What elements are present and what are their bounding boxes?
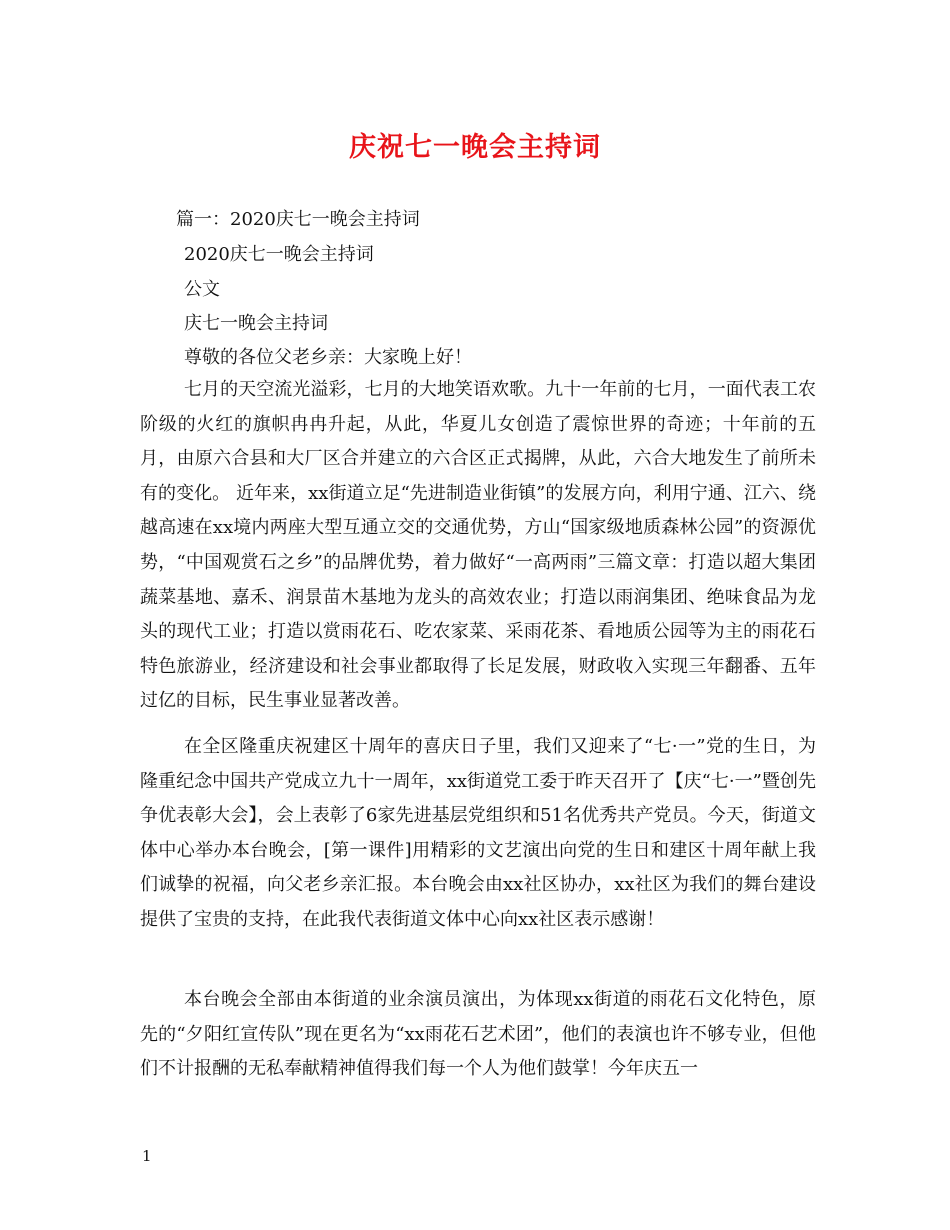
section-heading: 篇一：2020庆七一晚会主持词 (176, 209, 420, 230)
greeting-line: 尊敬的各位父老乡亲：大家晚上好！ (184, 347, 472, 368)
body-paragraph: 本台晚会全部由本街道的业余演员演出，为体现xx街道的雨花石文化特色，原先的“夕阳红宣传队”现在更名为“xx雨花石艺术团”，他们的表演也许不够专业，但他们不计报酬的无私奉献精神值得我们每一个人为他们鼓掌！今年庆五一 (140, 989, 816, 1080)
subtitle-line: 2020庆七一晚会主持词 (184, 244, 374, 265)
document-title: 庆祝七一晚会主持词 (349, 132, 601, 163)
body-paragraph: 七月的天空流光溢彩，七月的大地笑语欢歌。九十一年前的七月，一面代表工农阶级的火红的旗帜冉冉升起，从此，华夏儿女创造了震惊世界的奇迹；十年前的五月，由原六合县和大厂区合并建立的六合区正式揭牌，从此，六合大地发生了前所未有的变化。 近年来，xx街道立足“先进制造业街镇”的发展方向，利用宁通、江六、绕越高速在xx境内两座大型互通立交的交通优势，方山“国家级地质森林公园”的资源优势，“中国观赏石之乡”的品牌优势，着力做好“一高两雨”三篇文章：打造以超大集团蔬菜基地、嘉禾、润景苗木基地为龙头的高效农业；打造以雨润集团、绝味食品为龙头的现代工业；打造以赏雨花石、吃农家菜、采雨花茶、看地质公园等为主的雨花石特色旅游业，经济建设和社会事业都取得了长足发展，财政收入实现三年翻番、五年过亿的目标，民生事业显著改善。 (140, 379, 816, 712)
category-line: 公文 (184, 279, 220, 300)
body-paragraph: 在全区隆重庆祝建区十周年的喜庆日子里，我们又迎来了“七·一”党的生日，为隆重纪念中国共产党成立九十一周年，xx街道党工委于昨天召开了【庆“七·一”暨创先争优表彰大会】，会上表彰了6家先进基层党组织和51名优秀共产党员。今天，街道文体中心举办本台晚会，[第一课件]用精彩的文艺演出向党的生日和建区十周年献上我们诚挚的祝福，向父老乡亲汇报。本台晚会由xx社区协办，xx社区为我们的舞台建设提供了宝贵的支持，在此我代表街道文体中心向xx社区表示感谢！ (140, 736, 816, 930)
page-number: 1 (142, 1147, 152, 1165)
speech-title-line: 庆七一晚会主持词 (184, 313, 328, 334)
